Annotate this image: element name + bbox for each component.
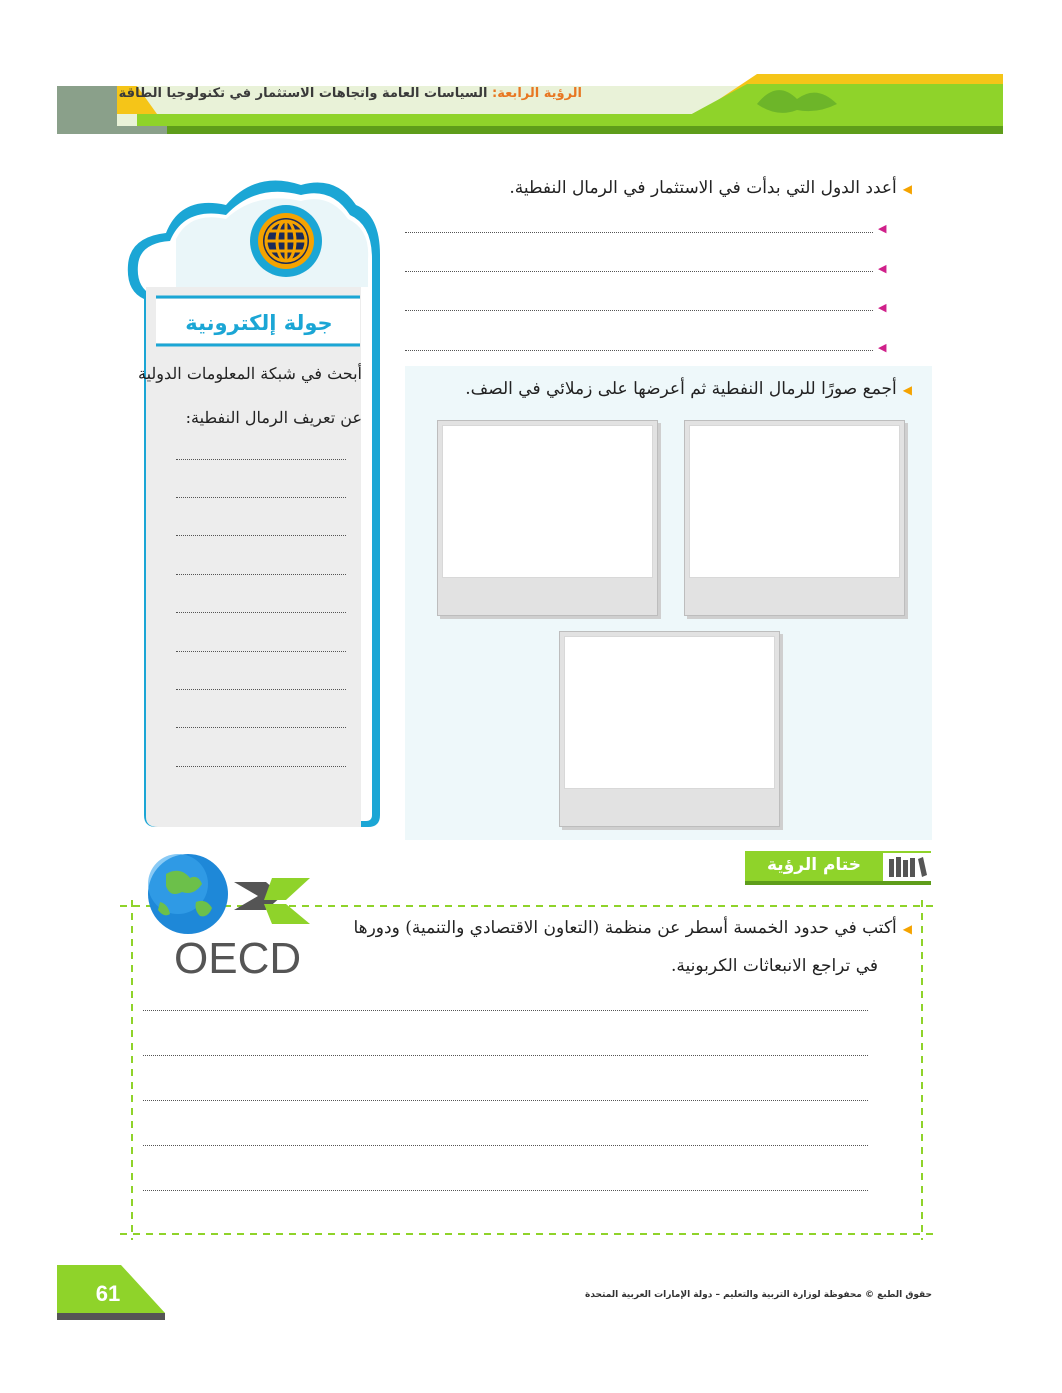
- photo-frame[interactable]: [437, 420, 658, 616]
- bullet-icon: ◀: [902, 383, 912, 397]
- copyright-text: حقوق الطبع © محفوظة لوزارة التربية والتعليم – دولة الإمارات العربية المتحدة: [585, 1290, 932, 1300]
- closing-answer-line[interactable]: [143, 1145, 868, 1146]
- photo-frame[interactable]: [559, 631, 780, 827]
- closing-question: [320, 918, 912, 938]
- closing-answer-line[interactable]: [143, 1055, 868, 1056]
- e-tour-answer-line[interactable]: [176, 497, 346, 498]
- lesson-title-text: السياسات العامة واتجاهات الاستثمار في تكنولوجيا الطاقة: [118, 86, 488, 101]
- page-number: 61: [95, 1281, 121, 1306]
- answer-arrow-icon: ◀: [878, 341, 887, 354]
- lesson-title: [118, 86, 582, 106]
- bullet-icon: ◀: [902, 182, 912, 196]
- e-tour-answer-line[interactable]: [176, 727, 346, 728]
- e-tour-answer-line[interactable]: [176, 459, 346, 460]
- lesson-label: الرؤية الرابعة:: [492, 86, 582, 101]
- question-photos: [420, 379, 912, 399]
- answer-line[interactable]: [405, 232, 873, 233]
- e-tour-answer-line[interactable]: [176, 689, 346, 690]
- globe-icon: [246, 203, 326, 279]
- e-tour-answer-line[interactable]: [176, 535, 346, 536]
- bullet-icon: ◀: [902, 922, 912, 936]
- photo-frame[interactable]: [684, 420, 905, 616]
- e-tour-answer-line[interactable]: [176, 766, 346, 767]
- e-tour-instruction-line2: عن تعريف الرمال النفطية:: [185, 408, 362, 427]
- e-tour-answer-line[interactable]: [176, 651, 346, 652]
- e-tour-title: جولة إلكترونية: [185, 311, 333, 335]
- e-tour-answer-line[interactable]: [176, 612, 346, 613]
- answer-arrow-icon: ◀: [878, 222, 887, 235]
- closing-answer-line[interactable]: [143, 1010, 868, 1011]
- question-photos-text: أجمع صورًا للرمال النفطية ثم أعرضها على زملائي في الصف.: [465, 379, 897, 399]
- answer-line[interactable]: [405, 310, 873, 311]
- oecd-logo-text: OECD: [174, 934, 302, 980]
- question-countries-text: أعدد الدول التي بدأت في الاستثمار في الرمال النفطية.: [509, 178, 897, 198]
- answer-line[interactable]: [405, 271, 873, 272]
- e-tour-instruction-line1: أبحث في شبكة المعلومات الدولية: [138, 364, 362, 383]
- e-tour-answer-line[interactable]: [176, 574, 346, 575]
- answer-arrow-icon: ◀: [878, 301, 887, 314]
- closing-answer-line[interactable]: [143, 1100, 868, 1101]
- question-countries: [420, 178, 912, 198]
- answer-line[interactable]: [405, 350, 873, 351]
- closing-question-cont: في تراجع الانبعاثات الكربونية.: [670, 956, 878, 976]
- oecd-logo: [146, 852, 316, 980]
- answer-arrow-icon: ◀: [878, 262, 887, 275]
- closing-question-line1: أكتب في حدود الخمسة أسطر عن منظمة (التعاون الاقتصادي والتنمية) ودورها: [353, 918, 897, 938]
- closing-badge-label: ختام الرؤية: [767, 855, 861, 875]
- closing-answer-line[interactable]: [143, 1190, 868, 1191]
